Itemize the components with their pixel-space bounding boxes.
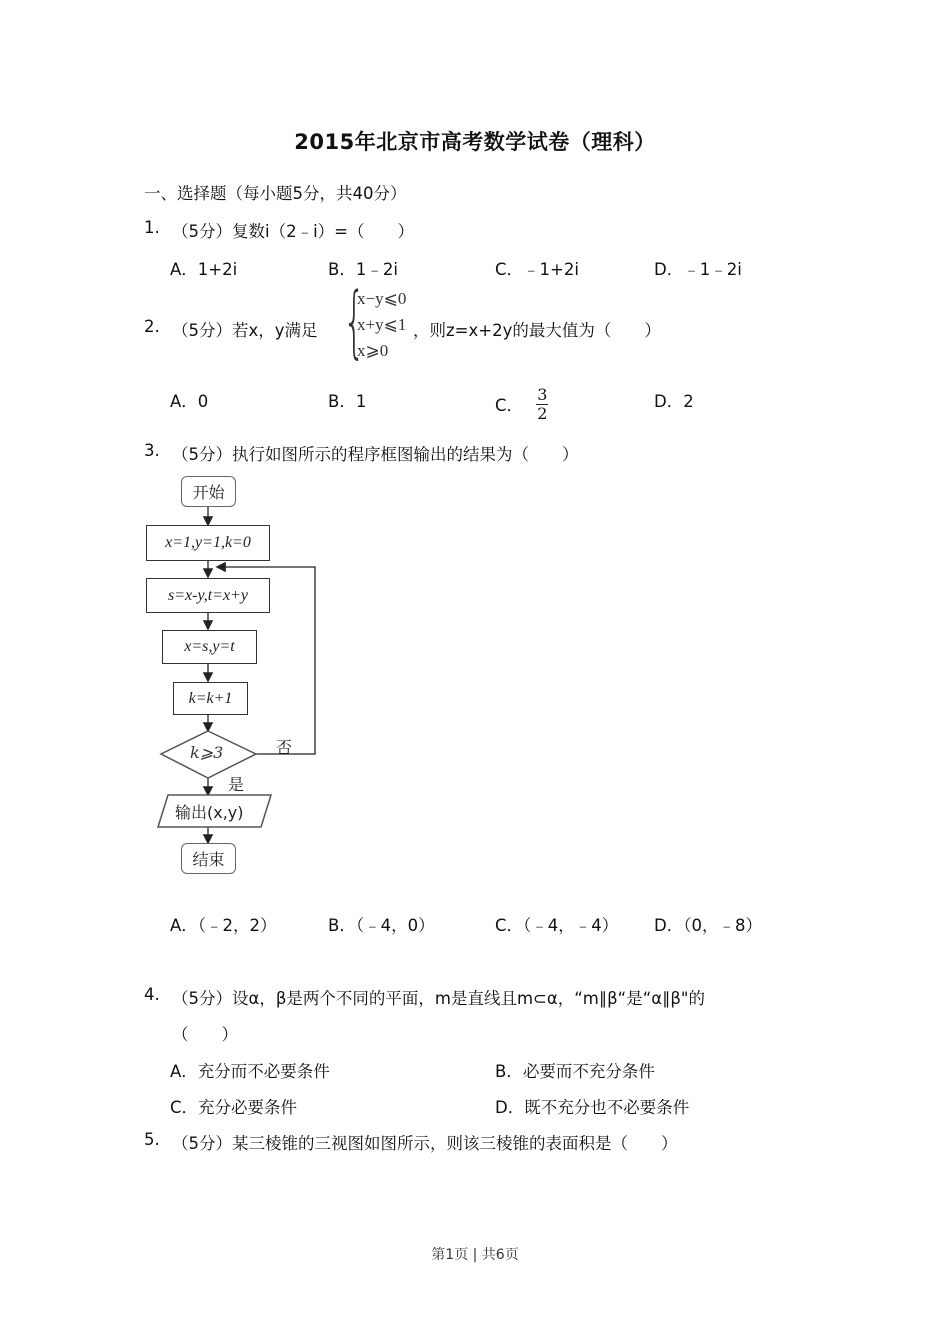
option-a[interactable]: A．0 xyxy=(170,392,209,411)
question-number: 2. xyxy=(144,317,160,336)
option-b[interactable]: B．（﹣4，0） xyxy=(328,916,435,935)
flowchart-step-3: k=k+1 xyxy=(173,682,248,715)
inequality-3: x⩾0 xyxy=(357,341,389,360)
fraction-numerator: 3 xyxy=(537,385,548,404)
option-d[interactable]: D．﹣1﹣2i xyxy=(654,260,742,279)
inequality-2: x+y⩽1 xyxy=(357,315,407,334)
question-number: 3. xyxy=(144,441,160,460)
section-header: 一、选择题（每小题5分，共40分） xyxy=(144,184,407,203)
question-text-after: ，则z=x+2y的最大值为（ ） xyxy=(413,321,661,340)
option-a[interactable]: A．充分而不必要条件 xyxy=(170,1062,330,1081)
flowchart-end: 结束 xyxy=(181,843,236,874)
option-c[interactable]: C．（﹣4，﹣4） xyxy=(495,916,619,935)
brace-symbol: { xyxy=(343,277,366,367)
option-c-label: C． xyxy=(495,396,524,415)
flowchart-step-2: x=s,y=t xyxy=(162,630,257,664)
question-text: （5分）执行如图所示的程序框图输出的结果为（ ） xyxy=(172,445,579,464)
flowchart-yes-label: 是 xyxy=(228,775,245,794)
question-number: 4. xyxy=(144,985,160,1004)
page-footer: 第1页 | 共6页 xyxy=(431,1247,519,1263)
option-a[interactable]: A．（﹣2，2） xyxy=(170,916,277,935)
question-text-continued: （ ） xyxy=(172,1025,238,1044)
option-b[interactable]: B．必要而不充分条件 xyxy=(495,1062,655,1081)
question-number: 5. xyxy=(144,1130,160,1149)
flowchart-start: 开始 xyxy=(181,476,236,507)
question-text: （5分）复数i（2﹣i）=（ ） xyxy=(172,222,414,241)
option-b[interactable]: B．1﹣2i xyxy=(328,260,398,279)
option-a[interactable]: A．1+2i xyxy=(170,260,238,279)
question-text-before: （5分）若x，y满足 xyxy=(172,321,318,340)
fraction-denominator: 2 xyxy=(537,404,548,423)
flowchart-no-label: 否 xyxy=(276,738,293,757)
option-d[interactable]: D．既不充分也不必要条件 xyxy=(495,1098,690,1117)
flowchart-init: x=1,y=1,k=0 xyxy=(146,525,270,561)
option-c[interactable]: C．充分必要条件 xyxy=(170,1098,298,1117)
question-text: （5分）设α，β是两个不同的平面，m是直线且m⊂α，“m∥β“是“α∥β"的 xyxy=(172,989,705,1008)
question-text: （5分）某三棱锥的三视图如图所示，则该三棱锥的表面积是（ ） xyxy=(172,1134,678,1153)
option-d[interactable]: D．2 xyxy=(654,392,694,411)
option-c[interactable]: C．﹣1+2i xyxy=(495,260,579,279)
option-b[interactable]: B．1 xyxy=(328,392,367,411)
flowchart-condition: k⩾3 xyxy=(190,743,224,762)
inequality-1: x−y⩽0 xyxy=(357,289,407,308)
flowchart-step-1: s=x-y,t=x+y xyxy=(146,578,270,613)
option-d[interactable]: D．（0，﹣8） xyxy=(654,916,762,935)
question-number: 1. xyxy=(144,218,160,237)
page-title: 2015年北京市高考数学试卷（理科） xyxy=(294,130,656,154)
flowchart-output: 输出(x,y) xyxy=(175,803,244,822)
